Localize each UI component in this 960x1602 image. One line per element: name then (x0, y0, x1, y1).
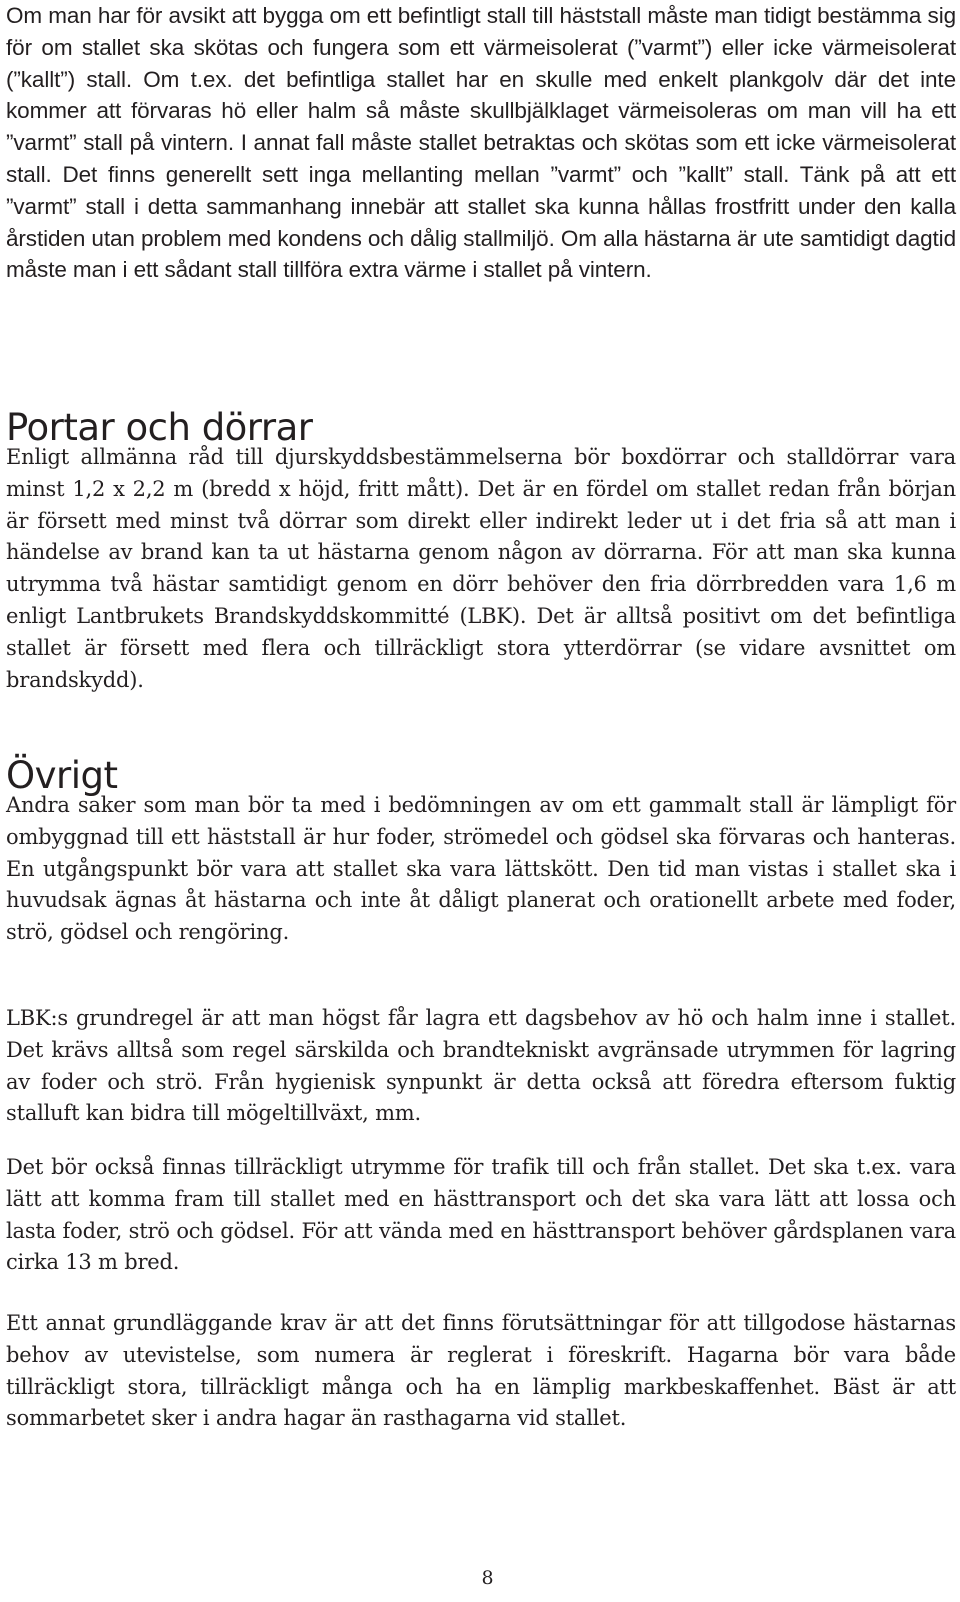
intro-paragraph: Om man har för avsikt att bygga om ett befintligt stall till häststall måste man tidigt bestämma sig för om stallet ska skötas och fungera som ett värmeisolerat (”varmt”) eller icke värmeisolerat (”kallt”) stall. Om t.ex. det befintliga stallet har en skulle med enkelt plankgolv där det inte kommer att förvaras hö eller halm så måste skullbjälklaget värmeisoleras om man vill ha ett ”varmt” stall på vintern. I annat fall måste stallet betraktas och skötas som ett icke värmeisolerat stall. Det finns generellt sett inga mellanting mellan ”varmt” och ”kallt” stall. Tänk på att ett ”varmt” stall i detta sammanhang innebär att stallet ska kunna hållas frostfritt under den kalla årstiden utan problem med kondens och dålig stallmiljö. Om alla hästarna är ute samtidigt dagtid måste man i ett sådant stall tillföra extra värme i stallet på vintern. (6, 3, 956, 283)
portar-paragraph: Enligt allmänna råd till djurskyddsbestämmelserna bör boxdörrar och stalldörrar vara minst 1,2 x 2,2 m (bredd x höjd, fritt mått). Det är en fördel om stallet redan från början är försett med minst två dörrar som direkt eller indirekt leder ut i det fria så att man i händelse av brand kan ta ut hästarna genom någon av dörrarna. För att man ska kunna utrymma två hästar samtidigt genom en dörr behöver den fria dörrbredden vara 1,6 m enligt Lantbrukets Brandskyddskommitté (LBK). Det är alltså positivt om det befintliga stallet är försett med flera och tillräckligt stora ytterdörrar (se vidare avsnittet om brandskydd). (6, 445, 956, 692)
section-heading-portar: Portar och dörrar (6, 406, 313, 449)
ovrigt-paragraph-4: Ett annat grundläggande krav är att det finns förutsättningar för att tillgodose hästarnas behov av utevistelse, som numera är reglerat i föreskrift. Hagarna bör vara både tillräckligt stora, tillräckligt många och ha en lämplig markbeskaffenhet. Bäst är att sommarbetet sker i andra hagar än rasthagarna vid stallet. (6, 1311, 956, 1431)
section-heading-ovrigt: Övrigt (6, 754, 118, 797)
ovrigt-paragraph-2: LBK:s grundregel är att man högst får lagra ett dagsbehov av hö och halm inne i stallet. Det krävs alltså som regel särskilda och brandtekniskt avgränsade utrymmen för lagring av foder och strö. Från hygienisk synpunkt är detta också att föredra eftersom fuktig stalluft kan bidra till mögeltillväxt, mm. (6, 1006, 956, 1126)
ovrigt-paragraph-3: Det bör också finnas tillräckligt utrymme för trafik till och från stallet. Det ska t.ex. vara lätt att komma fram till stallet med en hästtransport och det ska vara lätt att lossa och lasta foder, strö och gödsel. För att vända med en hästtransport behöver gårdsplanen vara cirka 13 m bred. (6, 1155, 956, 1275)
ovrigt-paragraph-1: Andra saker som man bör ta med i bedömningen av om ett gammalt stall är lämpligt för ombyggnad till ett häststall är hur foder, strömedel och gödsel ska förvaras och hanteras. En utgångspunkt bör vara att stallet ska vara lättskött. Den tid man vistas i stallet ska i huvudsak ägnas åt hästarna och inte åt dåligt planerat och orationellt arbete med foder, strö, gödsel och rengöring. (6, 793, 956, 945)
page-number: 8 (481, 1567, 494, 1589)
